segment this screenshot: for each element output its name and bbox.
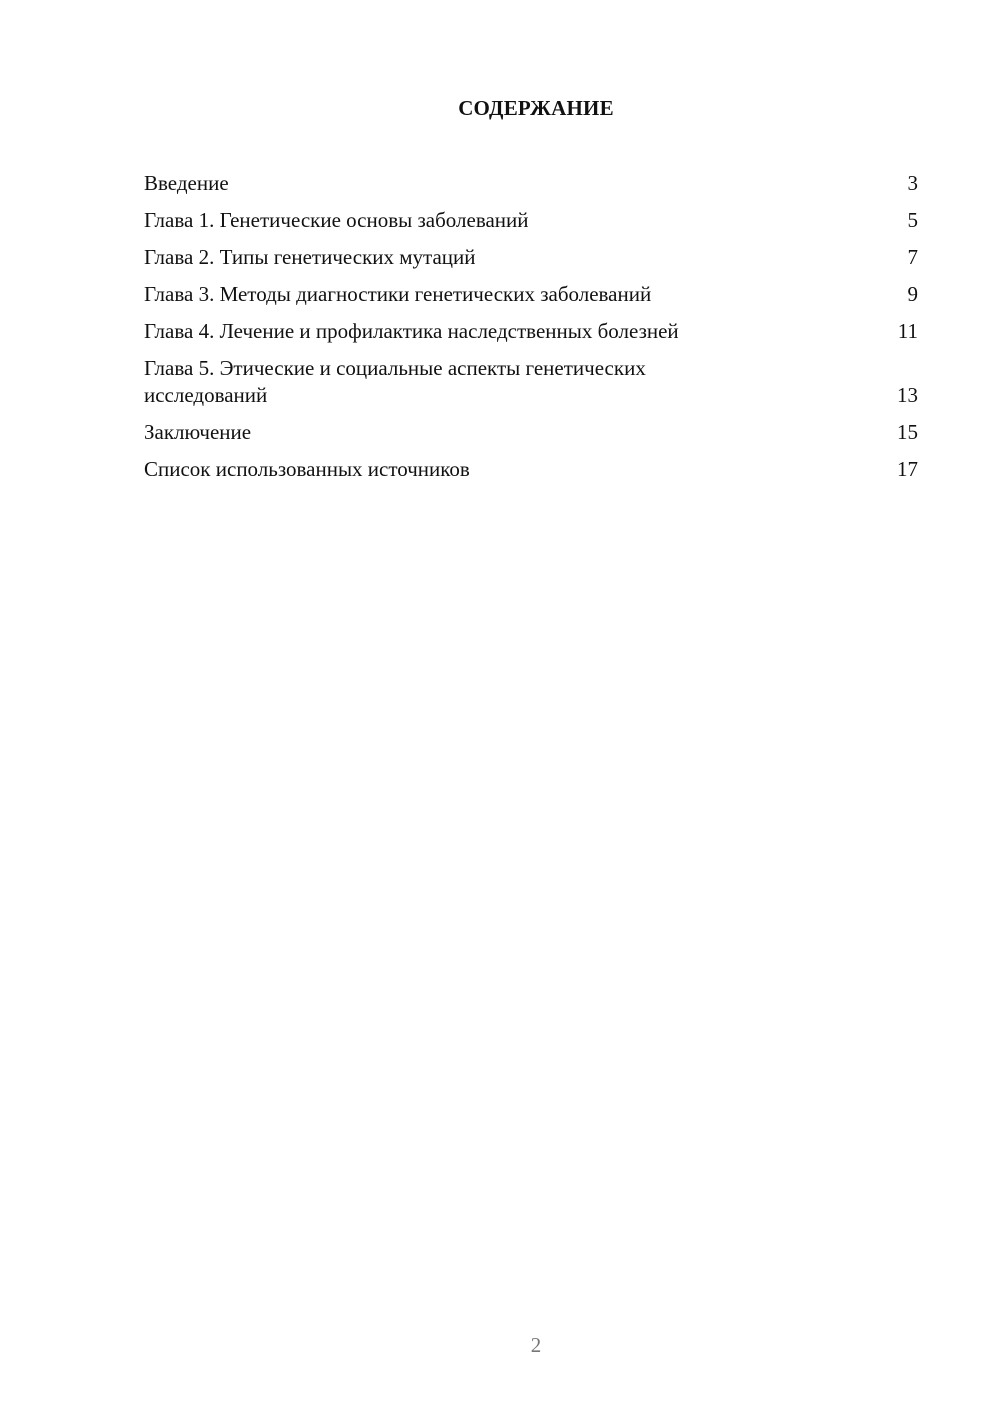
toc-entry-chapter-4 <box>144 318 918 345</box>
toc-entry-label: Заключение <box>144 420 252 444</box>
toc-entry-label: Введение <box>144 171 229 195</box>
toc-entry-label-line2: исследований <box>144 383 268 407</box>
toc-entry-label-line1: Глава 5. Этические и социальные аспекты генетических <box>144 356 646 380</box>
toc-entry-label <box>144 355 888 409</box>
toc-entry-conclusion <box>144 419 918 446</box>
toc-entry-page: 17 <box>897 457 918 481</box>
toc-entry-label: Список использованных источников <box>144 457 470 481</box>
toc-entry-label: Глава 4. Лечение и профилактика наследственных болезней <box>144 319 679 343</box>
toc-entry-page: 3 <box>907 171 918 195</box>
toc-entry-page: 9 <box>907 282 918 306</box>
toc-entry-chapter-5 <box>144 355 918 409</box>
table-of-contents <box>144 170 918 493</box>
toc-entry-label: Глава 2. Типы генетических мутаций <box>144 245 476 269</box>
toc-title: СОДЕРЖАНИЕ <box>458 96 614 120</box>
toc-entry-page: 5 <box>907 208 918 232</box>
toc-entry-label: Глава 3. Методы диагностики генетических заболеваний <box>144 282 652 306</box>
toc-entry-page: 7 <box>907 245 918 269</box>
toc-entry-chapter-1 <box>144 207 918 234</box>
toc-entry-page: 15 <box>897 420 918 444</box>
toc-entry-references <box>144 456 918 483</box>
toc-entry-introduction <box>144 170 918 197</box>
toc-entry-page: 13 <box>897 383 918 407</box>
toc-entry-chapter-2 <box>144 244 918 271</box>
toc-entry-chapter-3 <box>144 281 918 308</box>
page-number: 2 <box>530 1333 542 1357</box>
toc-entry-label: Глава 1. Генетические основы заболеваний <box>144 208 529 232</box>
toc-entry-page: 11 <box>897 319 918 343</box>
